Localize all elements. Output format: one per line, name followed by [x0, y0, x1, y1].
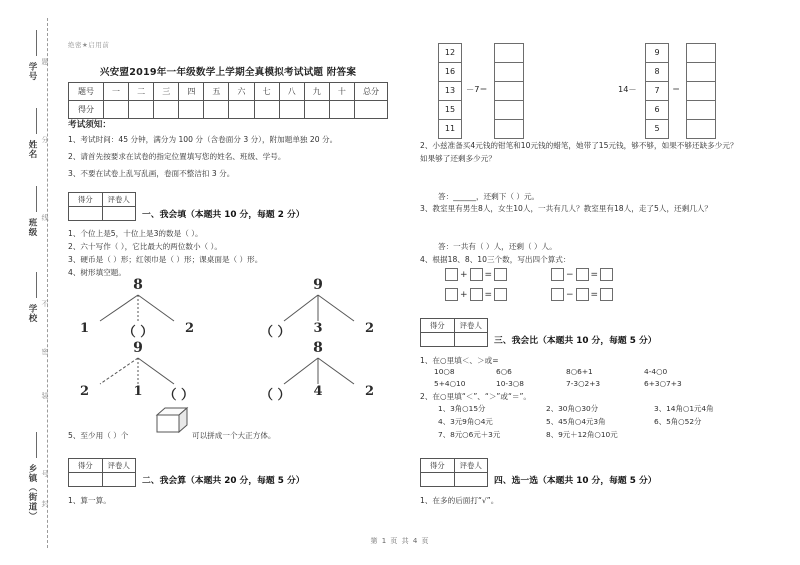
s3-item-row-1 [438, 403, 714, 414]
scorebox-score-value-2[interactable] [69, 473, 103, 487]
calc-strip-answers-right [686, 43, 716, 139]
calc-right-ans-3[interactable] [686, 81, 716, 100]
scorebox-section-3 [420, 318, 488, 347]
s2-question-2-line2: 如果够了还剩多少元？ [420, 154, 496, 163]
number-tree-1 [78, 277, 198, 339]
calc-left-ans-4[interactable] [494, 100, 524, 119]
eq4-op-2: = [590, 289, 599, 300]
s3-item-6[interactable]: 6、5角○52分 [654, 417, 702, 426]
calc-right-ans-1[interactable] [686, 43, 716, 62]
scorebox-score-label-1: 得分 [69, 193, 103, 207]
calc-left-ans-3[interactable] [494, 81, 524, 100]
tree-4-leaf-right[interactable]: 2 [364, 384, 374, 399]
s2-question-3-answer[interactable]: 答：一共有（ ）人，还剩（ ）人。 [438, 242, 557, 251]
margin-label-xiangzhen: 乡镇（街道） [27, 464, 37, 521]
eq4-box-a[interactable] [551, 288, 564, 301]
margin-mark-3: 线 [41, 214, 49, 221]
s3-item-5[interactable]: 5、45角○4元3角 [546, 417, 606, 426]
s3-item-row-2 [438, 416, 701, 427]
score-input-6[interactable] [229, 101, 254, 119]
scorebox-section-2 [68, 458, 136, 487]
table-row-scores [69, 101, 388, 119]
margin-mark-5: 密 [41, 348, 49, 355]
cell-q3: 三 [154, 83, 179, 101]
calc-right-val-3: 7 [645, 81, 669, 100]
s3-cmp-2-1[interactable]: 5+4○10 [434, 379, 466, 388]
cell-q4: 四 [179, 83, 204, 101]
section-heading-4: 四、选一选（本题共 10 分，每题 5 分） [494, 476, 657, 486]
calc-left-operator: －7＝ [466, 84, 488, 94]
notice-item-3: 3、不要在试卷上乱写乱画，卷面不整洁扣 3 分。 [68, 169, 235, 178]
cell-q10: 十 [329, 83, 354, 101]
cell-total: 总分 [355, 83, 388, 101]
calc-strip-operands-left [438, 43, 462, 139]
calc-strip-operands-right [645, 43, 669, 139]
margin-rule-4 [36, 272, 37, 298]
tree-2-leaf-left[interactable]: （ ） [260, 325, 291, 340]
s2-question-1: 1、算一算。 [68, 496, 111, 505]
scorebox-score-value-4[interactable] [421, 473, 455, 487]
number-tree-4 [258, 340, 378, 402]
score-input-9[interactable] [304, 101, 329, 119]
notice-item-2: 2、请首先按要求在试卷的指定位置填写您的姓名、班级、学号。 [68, 152, 286, 161]
s3-cmp-2-2[interactable]: 10-3○8 [496, 379, 524, 388]
scorebox-score-value-1[interactable] [69, 207, 103, 221]
tree-1-leaf-right[interactable]: 2 [184, 321, 194, 336]
eq3-box-b[interactable] [470, 288, 483, 301]
score-input-10[interactable] [329, 101, 354, 119]
eq1-box-b[interactable] [470, 268, 483, 281]
eq1-op-2: = [484, 269, 493, 280]
scorebox-section-4 [420, 458, 488, 487]
score-input-4[interactable] [179, 101, 204, 119]
tree-1-leaf-mid[interactable]: （ ） [122, 325, 154, 340]
notice-title: 考试须知： [68, 120, 111, 130]
eq2-box-a[interactable] [551, 268, 564, 281]
eq1-box-a[interactable] [445, 268, 458, 281]
calc-strip-answers-left [494, 43, 524, 139]
scorebox-score-label-4: 得分 [421, 459, 455, 473]
cell-q2: 二 [129, 83, 154, 101]
calc-right-ans-4[interactable] [686, 100, 716, 119]
s4-question-1: 1、在多的后面打“√”。 [420, 496, 499, 505]
s3-cmp-2-4[interactable]: 6+3○7+3 [644, 379, 682, 388]
eq3-op-2: = [484, 289, 493, 300]
s1-question-5-after: 可以拼成一个大正方体。 [192, 431, 276, 440]
s2-question-2-answer[interactable]: 答：______，还剩下（ ）元。 [438, 192, 540, 201]
s3-compare-row-2 [434, 379, 682, 388]
score-input-2[interactable] [129, 101, 154, 119]
calc-right-prefix: 14－ [618, 84, 637, 94]
s1-question-5-before: 5、至少用（ ）个 [68, 431, 129, 440]
eq2-op-2: = [590, 269, 599, 280]
equation-blank-1[interactable] [444, 268, 508, 281]
margin-label-xingming: 姓名 [27, 140, 37, 159]
eq4-box-c[interactable] [600, 288, 613, 301]
scorebox-score-value-3[interactable] [421, 333, 455, 347]
score-summary-table [68, 82, 388, 119]
s3-cmp-2-3[interactable]: 7-3○2+3 [566, 379, 601, 388]
cell-tihao: 题号 [69, 83, 104, 101]
s3-compare-row-1 [434, 367, 667, 376]
eq3-box-c[interactable] [494, 288, 507, 301]
s2-question-3: 3、教室里有男生8人，女生10人，一共有几人？教室里有18人，走了5人，还剩几人？ [420, 204, 713, 213]
tree-4-leaf-left[interactable]: （ ） [260, 388, 291, 403]
cell-q1: 一 [104, 83, 129, 101]
margin-mark-8: 封 [41, 500, 49, 507]
cell-q7: 七 [254, 83, 279, 101]
margin-rule-3 [36, 186, 37, 212]
s3-item-row-3 [438, 429, 618, 440]
page-title: 兴安盟2019年一年级数学上学期全真模拟考试试题 附答案 [99, 67, 357, 78]
eq1-box-c[interactable] [494, 268, 507, 281]
margin-label-xuehao: 学号 [27, 62, 37, 81]
s3-cmp-1-4[interactable]: 4-4○0 [644, 367, 668, 376]
s3-cmp-1-1[interactable]: 10○8 [434, 367, 455, 376]
scorebox-grader-label-3: 评卷人 [454, 319, 488, 333]
binding-margin [0, 0, 62, 565]
calc-left-ans-2[interactable] [494, 62, 524, 81]
scorebox-grader-value-3[interactable] [454, 333, 488, 347]
calc-right-ans-5[interactable] [686, 119, 716, 139]
eq2-box-b[interactable] [576, 268, 589, 281]
calc-left-ans-1[interactable] [494, 43, 524, 62]
tree-3-leaf-mid[interactable]: 1 [133, 384, 143, 399]
tree-2-root: 9 [313, 277, 323, 293]
section-heading-1: 一、我会填（本题共 10 分，每题 2 分） [142, 210, 305, 220]
number-tree-2 [258, 277, 378, 339]
scorebox-grader-label-4: 评卷人 [454, 459, 488, 473]
tree-3-leaf-right[interactable]: （ ） [163, 388, 194, 403]
calc-left-val-1: 12 [438, 43, 462, 62]
s3-question-2: 2、在○里填“＜”、“＞”或“＝”。 [420, 392, 531, 401]
eq3-op-1: + [460, 289, 468, 300]
eq4-op-1: − [566, 289, 574, 300]
number-tree-3 [78, 340, 198, 402]
tree-4-root: 8 [313, 340, 323, 356]
s3-cmp-1-2[interactable]: 6○6 [496, 367, 512, 376]
eq1-op-1: + [460, 269, 468, 280]
margin-mark-1: 题 [41, 58, 49, 65]
score-input-7[interactable] [254, 101, 279, 119]
s3-item-8[interactable]: 8、9元＋12角○10元 [546, 430, 618, 439]
calc-left-val-4: 15 [438, 100, 462, 119]
calc-right-val-2: 8 [645, 62, 669, 81]
s3-item-4[interactable]: 4、3元9角○4元 [438, 417, 493, 426]
cell-defen-label: 得分 [69, 101, 104, 119]
page-footer: 第 1 页 共 4 页 [370, 537, 430, 545]
margin-label-xuexiao: 学校 [27, 304, 37, 323]
scorebox-grader-label-2: 评卷人 [102, 459, 136, 473]
eq4-box-b[interactable] [576, 288, 589, 301]
s3-item-7[interactable]: 7、8元○6元＋3元 [438, 430, 501, 439]
calc-right-ans-2[interactable] [686, 62, 716, 81]
scorebox-grader-value-1[interactable] [102, 207, 136, 221]
score-input-1[interactable] [104, 101, 129, 119]
s1-question-1: 1、个位上是5，十位上是3的数是（ ）。 [68, 229, 203, 238]
s1-question-2: 2、六十写作（ ），它比最大的两位数小（ ）。 [68, 242, 222, 251]
score-input-5[interactable] [204, 101, 229, 119]
margin-mark-2: 分 [41, 136, 49, 143]
s1-question-4: 4、树形填空题。 [68, 268, 126, 277]
tree-3-leaf-left[interactable]: 2 [80, 384, 90, 399]
s3-cmp-1-3[interactable]: 8○6+1 [566, 367, 593, 376]
margin-rule-1 [36, 30, 37, 56]
calc-left-val-2: 16 [438, 62, 462, 81]
calc-right-equals: ＝ [672, 84, 681, 94]
scorebox-section-1 [68, 192, 136, 221]
equation-blank-3[interactable] [444, 288, 508, 301]
scorebox-grader-value-4[interactable] [454, 473, 488, 487]
score-input-total[interactable] [355, 101, 388, 119]
score-input-8[interactable] [279, 101, 304, 119]
scorebox-grader-value-2[interactable] [102, 473, 136, 487]
cell-q5: 五 [204, 83, 229, 101]
binding-dashed-line [47, 18, 48, 548]
margin-mark-6: 装 [41, 392, 49, 399]
scorebox-score-label-2: 得分 [69, 459, 103, 473]
score-input-3[interactable] [154, 101, 179, 119]
calc-left-val-3: 13 [438, 81, 462, 100]
scorebox-score-label-3: 得分 [421, 319, 455, 333]
s2-question-4: 4、根据18、8、10三个数，写出四个算式： [420, 255, 571, 264]
eq2-op-1: − [566, 269, 574, 280]
calc-right-val-5: 5 [645, 119, 669, 139]
s3-question-1: 1、在○里填＜、＞或= [420, 356, 499, 365]
notice-item-1: 1、考试时间：45 分钟，满分为 100 分（含卷面分 3 分），附加题单独 20 分。 [68, 135, 338, 144]
equation-blank-4[interactable] [550, 288, 614, 301]
s3-item-1[interactable]: 1、3角○15分 [438, 404, 486, 413]
eq2-box-c[interactable] [600, 268, 613, 281]
tree-3-root: 9 [133, 340, 143, 356]
s1-question-3: 3、硬币是（ ）形；红领巾是（ ）形；课桌面是（ ）形。 [68, 255, 263, 264]
cell-q8: 八 [279, 83, 304, 101]
s2-question-2-line1: 2、小兹准备买4元钱的钳笔和10元钱的蜡笔，她带了15元钱，够不够，如果不够还缺多少元？ [420, 141, 738, 150]
margin-label-banji: 班级 [27, 218, 37, 237]
margin-mark-7: 号 [41, 470, 49, 477]
cell-q9: 九 [304, 83, 329, 101]
scorebox-grader-label-1: 评卷人 [102, 193, 136, 207]
secret-mark: 绝密★启用前 [68, 41, 110, 49]
tree-1-leaf-left[interactable]: 1 [80, 321, 90, 336]
s3-item-2[interactable]: 2、30角○30分 [546, 404, 599, 413]
table-row-header [69, 83, 388, 101]
calc-right-val-4: 6 [645, 100, 669, 119]
cube-icon [155, 406, 189, 434]
tree-1-root: 8 [133, 277, 143, 293]
margin-rule-5 [36, 432, 37, 458]
s3-item-3[interactable]: 3、14角○1元4角 [654, 404, 714, 413]
calc-left-val-5: 11 [438, 119, 462, 139]
calc-right-val-1: 9 [645, 43, 669, 62]
tree-4-leaf-mid[interactable]: 4 [313, 384, 323, 399]
margin-rule-2 [36, 108, 37, 134]
calc-left-ans-5[interactable] [494, 119, 524, 139]
section-heading-2: 二、我会算（本题共 20 分，每题 5 分） [142, 476, 305, 486]
section-heading-3: 三、我会比（本题共 10 分，每题 5 分） [494, 336, 657, 346]
tree-2-leaf-mid[interactable]: 3 [313, 321, 323, 336]
margin-mark-4: 不 [41, 300, 49, 307]
equation-blank-2[interactable] [550, 268, 614, 281]
cell-q6: 六 [229, 83, 254, 101]
eq3-box-a[interactable] [445, 288, 458, 301]
tree-2-leaf-right[interactable]: 2 [364, 321, 374, 336]
